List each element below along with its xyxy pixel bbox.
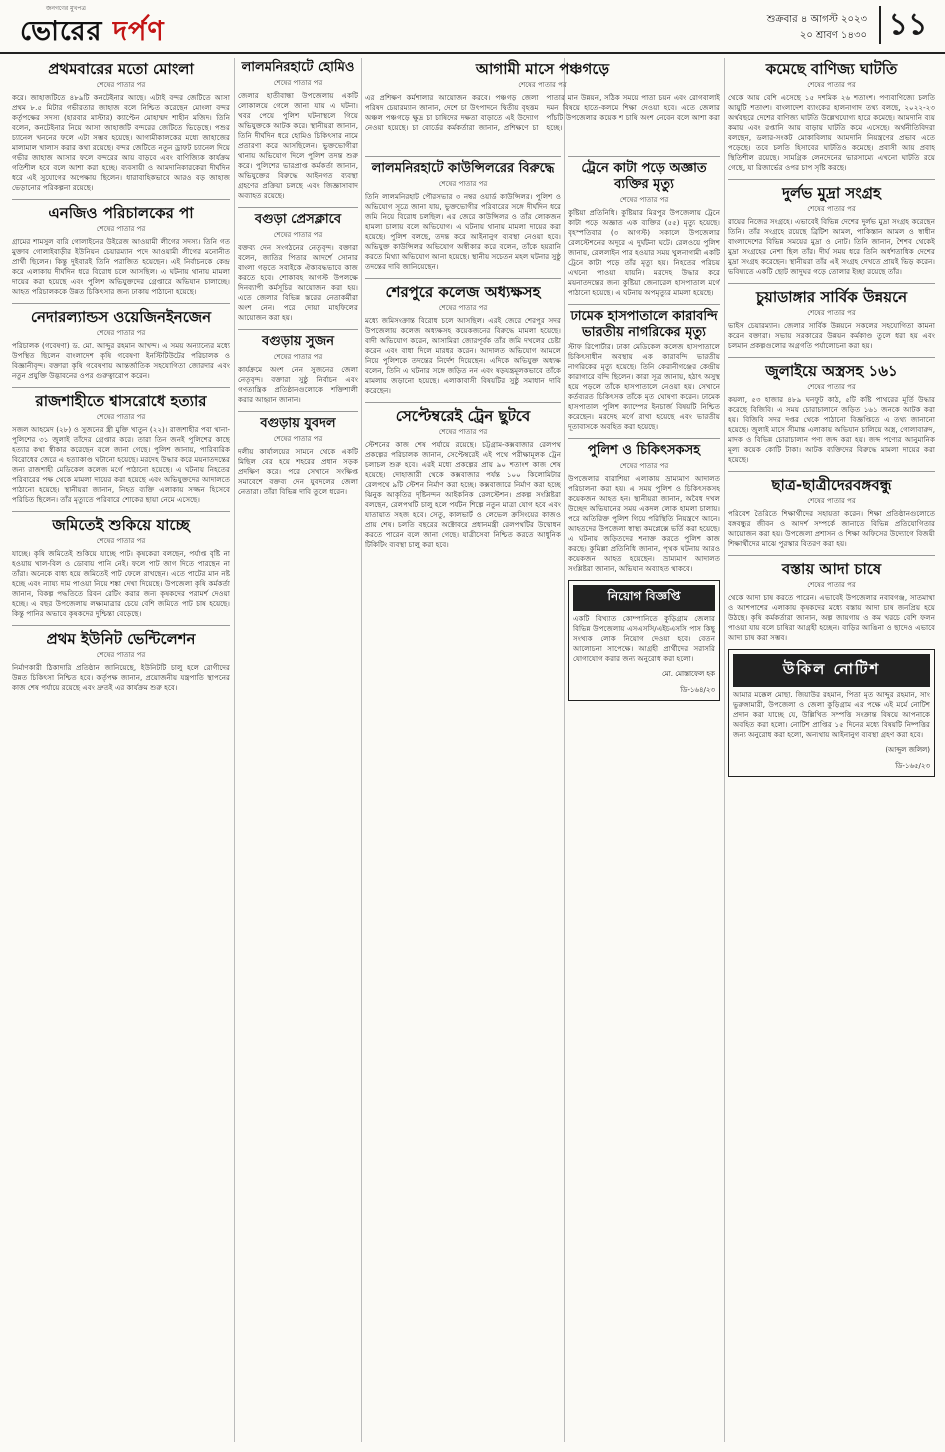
column-1 — [12, 58, 230, 1442]
continued-label: শেষের পাতার পর — [807, 383, 856, 391]
column-4 — [568, 152, 720, 1442]
headline[interactable]: আগামী মাসে পঞ্চগড়ে — [475, 60, 610, 78]
headline[interactable]: বগুড়ায় সুজন — [262, 334, 334, 349]
article-body: কুষ্টিয়া প্রতিনিধি। কুষ্টিয়ার মিরপুর উপজেলায় ট্রেনে কাটা পড়ে অজ্ঞাত এক ব্যক্তির (৫৫) মৃত্যু হয়েছে। বৃহস্পতিবার (৩ আগস্ট) সকালে উপজেলার রেলস্টেশনের অদূরে এ দুর্ঘটনা ঘটে। রেলওয়ে পুলিশ জানায়, রেললাইন পার হওয়ার সময় খুলনাগামী একটি ট্রেনে কাটা পড়ে তাঁর মৃত্যু হয়। নিহতের পরিচয় এখনো পাওয়া যায়নি। মরদেহ উদ্ধার করে ময়নাতদন্তের জন্য কুষ্টিয়া জেনারেল হাসপাতাল মর্গে পাঠানো হয়েছে। এ ঘটনায় অপমৃত্যুর মামলা হয়েছে। — [568, 208, 720, 297]
column-divider — [234, 58, 235, 1442]
continued-label: শেষের পাতার পর — [807, 81, 856, 89]
continued-label: শেষের পাতার পর — [273, 231, 323, 239]
continued-label: শেষের পাতার পর — [807, 205, 856, 213]
continued-label: শেষের পাতার পর — [807, 309, 856, 317]
divider — [12, 199, 230, 200]
article-ada — [728, 560, 935, 643]
headline[interactable]: বগুড়া প্রেসক্লাবে — [254, 212, 342, 227]
headline[interactable]: পুলিশ ও চিকিৎসকসহ — [587, 443, 701, 458]
article-body: করে। জাহাজটিতে ৪৮৯টি কনটেইনার আছে। এটাই বন্দর জেটিতে আসা প্রথম ৮.৫ মিটার গভীরতার জাহাজ বলে নিশ্চিত করেছেন মোংলা বন্দর কর্তৃপক্ষের সদস্য (হারবার মাস্টার) ক্যাপ্টেন মোহাম্মদ শাহীন মজিদ। তিনি বলেন, কনটেইনার নিয়ে আসা জাহাজটি বন্দরের জেটিতে ভিড়েছে। পশুর চ্যানেল খননের ফলে এটা সম্ভব হয়েছে। আগামীকালকের মধ্যে জাহাজের মালামাল খালাস করার কথা রয়েছে। বন্দর জেটিতে নতুন ড্রাফট চ্যানেল দিয়ে গভীর জাহাজ আসার ফলে বন্দরের আয় বাড়বে এবং বাণিজ্যিক কার্যক্রম গতিশীল হবে বলে আশা করা হচ্ছে। ব্যবসায়ী ও আমদানিকারকেরা দীর্ঘদিন ধরে এই সুযোগের অপেক্ষায় ছিলেন। ধারাবাহিকভাবে আরও বড় জাহাজ ভেড়ানোর পরিকল্পনা রয়েছে। — [12, 93, 230, 192]
divider — [728, 283, 935, 284]
divider — [12, 625, 230, 626]
article-mudra — [728, 184, 935, 277]
article-train-sept — [365, 407, 561, 550]
continued-label: শেষের পাতার পর — [96, 413, 146, 421]
continued-label: শেষের পাতার পর — [438, 304, 488, 312]
article-chuadanga — [728, 288, 935, 351]
continued-label: শেষের পাতার পর — [807, 497, 856, 505]
continued-label: শেষের পাতার পর — [619, 196, 669, 204]
article-mongla — [12, 60, 230, 193]
divider — [365, 156, 561, 157]
date-bangla: ২০ শ্রাবণ ১৪৩০ — [799, 30, 867, 41]
ad-ref: ডি-১৬৪/২৩ — [680, 686, 715, 694]
continued-label: শেষের পাতার পর — [96, 651, 146, 659]
article-body: স্টাফ রিপোর্টার। ঢাকা মেডিকেল কলেজ হাসপাতালে চিকিৎসাধীন অবস্থায় এক কারাবন্দি ভারতীয় নাগরিকের মৃত্যু হয়েছে। তিনি কেরানীগঞ্জের কেন্দ্রীয় কারাগারে বন্দি ছিলেন। কারা সূত্র জানায়, হঠাৎ অসুস্থ হয়ে পড়লে তাঁকে হাসপাতালে নেওয়া হয়। সেখানে কর্তব্যরত চিকিৎসক তাঁকে মৃত ঘোষণা করেন। ঢামেক হাসপাতাল পুলিশ ক্যাম্পের ইনচার্জ বিষয়টি নিশ্চিত করেছেন। মরদেহ মর্গে রাখা হয়েছে এবং ভারতীয় দূতাবাসকে অবহিত করা হয়েছে। — [568, 342, 720, 431]
ad-title: উকিল নোটিশ — [733, 654, 930, 687]
article-body: থেকে আদা চাষ করতে পারেন। এভাবেই উপজেলার নবাবগঞ্জ, সাতমাথা ও আশপাশের এলাকায় কৃষকদের মধ্যে বস্তায় আদা চাষ জনপ্রিয় হয়ে উঠছে। কৃষি কর্মকর্তারা জানান, অল্প জায়গায় ও কম খরচে বেশি ফলন পাওয়া যায় বলে চাষিরা আগ্রহী হচ্ছেন। বাড়ির আঙিনা ও ছাদেও এভাবে আদা চাষ করা সম্ভব। — [728, 593, 935, 642]
newspaper-logo — [20, 11, 165, 56]
article-ponchogor — [365, 58, 720, 148]
article-body: মধ্যে জমিসংক্রান্ত বিরোধ চলে আসছিল। এরই জেরে শেরপুর সদর উপজেলায় কলেজ অধ্যক্ষসহ কয়েকজনের বিরুদ্ধে মামলা হয়েছে। বাদী অভিযোগ করেন, আসামিরা জোরপূর্বক তাঁর জমি দখলের চেষ্টা করেন এবং বাধা দিলে মারধর করেন। আদালত অভিযোগ আমলে নিয়ে পুলিশকে তদন্তের নির্দেশ দিয়েছেন। এদিকে অভিযুক্ত অধ্যক্ষ বলেন, তিনি এ ঘটনার সঙ্গে জড়িত নন এবং ষড়যন্ত্রমূলকভাবে তাঁকে মামলায় জড়ানো হয়েছে। এলাকাবাসী বিষয়টির সুষ্ঠু সমাধান দাবি করেছেন। — [365, 316, 561, 395]
date-gregorian: শুক্রবার ৪ আগস্ট ২০২৩ — [766, 14, 867, 25]
headline[interactable]: প্রথমবারের মতো মোংলা — [48, 60, 194, 78]
divider — [728, 179, 935, 180]
column-5 — [728, 58, 935, 1442]
headline[interactable]: প্রথম ইউনিট ভেন্টিলেশন — [46, 630, 196, 648]
ad-recruitment[interactable] — [568, 580, 720, 701]
article-bogura-sujon — [238, 334, 358, 405]
headline[interactable]: সেপ্টেম্বরেই ট্রেন ছুটবে — [395, 407, 531, 425]
divider — [12, 511, 230, 512]
continued-label: শেষের পাতার পর — [96, 537, 146, 545]
headline[interactable]: ঢামেক হাসপাতালে কারাবন্দি ভারতীয় নাগরিকের মৃত্যু — [570, 309, 718, 340]
ad-body: একটি বিখ্যাত কোম্পানিতে কুড়িগ্রাম জেলার বিভিন্ন উপজেলায় এসএসসি/এইচএসসি পাস কিছু সংখ্যক লোক নিয়োগ দেওয়া হবে। বেতন আলোচনা সাপেক্ষে। আগ্রহী প্রার্থীদের সরাসরি যোগাযোগ করার জন্য অনুরোধ করা হলো। — [573, 614, 715, 663]
article-body: দলীয় কার্যালয়ের সামনে থেকে একটি মিছিল বের হয়ে শহরের প্রধান সড়ক প্রদক্ষিণ করে। পরে সেখানে সংক্ষিপ্ত সমাবেশে বক্তব্য দেন যুবদলের জেলা নেতারা। তাঁরা বিভিন্ন দাবি তুলে ধরেন। — [238, 447, 358, 496]
masthead-tagline: জনগণের মুখপত্র — [46, 5, 86, 12]
divider — [12, 303, 230, 304]
article-icu — [12, 630, 230, 693]
column-divider — [564, 58, 565, 1442]
headline[interactable]: কমেছে বাণিজ্য ঘাটতি — [765, 60, 898, 78]
article-train-death — [568, 161, 720, 298]
ad-signature: (আব্দুল জলিল) — [885, 746, 930, 754]
article-body: বক্তব্য দেন সংগঠনের নেতৃবৃন্দ। বক্তারা বলেন, জাতির পিতার আদর্শে সোনার বাংলা গড়তে সবাইকে ঐক্যবদ্ধভাবে কাজ করতে হবে। শোকাবহ আগস্ট উপলক্ষে দিনব্যাপী কর্মসূচির আয়োজন করা হয়। এতে জেলার বিভিন্ন স্তরের নেতাকর্মীরা অংশ নেন। পরে দোয়া মাহফিলের আয়োজন করা হয়। — [238, 243, 358, 322]
article-bogura-press — [238, 212, 358, 323]
headline[interactable]: লালমনিরহাটে কাউন্সিলরের বিরুদ্ধে — [371, 161, 555, 176]
article-body: সজল আহমেদ (২৮) ও সুজনের স্ত্রী মুক্তি খাতুন (২২)। রাজশাহীর পবা থানা-পুলিশের ৩১ জুলাই তাঁদের গ্রেপ্তার করে। তারা তিন জনই পুলিশের কাছে হত্যার কথা স্বীকার করেছেন বলে জানা গেছে। পুলিশ জানায়, পারিবারিক বিরোধের জেরে এ হত্যাকাণ্ড ঘটানো হয়েছে। মরদেহ উদ্ধার করে ময়নাতদন্তের জন্য রাজশাহী মেডিকেল কলেজ মর্গে পাঠানো হয়েছে। এ ঘটনায় নিহতের পরিবারের পক্ষ থেকে মামলা দায়ের করা হয়েছে এবং অভিযুক্তদের আদালতে পাঠানো হয়েছে। স্থানীয়রা জানান, নিহত ব্যক্তি এলাকায় সজ্জন হিসেবে পরিচিত ছিলেন। তাঁর মৃত্যুতে পরিবারে শোকের ছায়া নেমে এসেছে। — [12, 425, 230, 504]
headline[interactable]: শেরপুরে কলেজ অধ্যক্ষসহ — [385, 283, 541, 301]
headline[interactable]: জুলাইয়ে অস্ত্রসহ ১৬১ — [765, 362, 898, 380]
continued-label: শেষের পাতার পর — [273, 353, 323, 361]
headline[interactable]: নেদারল্যান্ডস ওয়েজিনইনজেন — [30, 308, 212, 326]
divider — [728, 471, 935, 472]
continued-label: শেষের পাতার পর — [96, 225, 146, 233]
divider — [568, 438, 720, 439]
divider — [568, 304, 720, 305]
column-3 — [365, 152, 561, 1442]
article-body: রায়ের নিজের সংগ্রহে। এভাবেই বিভিন্ন দেশের দুর্লভ মুদ্রা সংগ্রহ করেছেন তিনি। তাঁর সংগ্রহে রয়েছে ব্রিটিশ আমল, পাকিস্তান আমল ও স্বাধীন বাংলাদেশের বিভিন্ন সময়ের মুদ্রা ও নোট। তিনি জানান, শৈশব থেকেই মুদ্রা সংগ্রহের নেশা ছিল তাঁর। দীর্ঘ সময় ধরে তিনি অর্ধশতাধিক দেশের মুদ্রা সংগ্রহ করেছেন। স্থানীয়রা তাঁর এই সংগ্রহ দেখতে প্রায়ই ভিড় করেন। ভবিষ্যতে একটি ছোট জাদুঘর গড়ে তোলার ইচ্ছা রয়েছে তাঁর। — [728, 217, 935, 276]
divider — [238, 329, 358, 330]
masthead — [0, 0, 945, 54]
article-netherlands — [12, 308, 230, 381]
ad-body: আমার মক্কেল মোছা. জিয়াউর রহমান, পিতা মৃত আব্দুর রহমান, সাং ভুরুঙ্গামারী, উপজেলা ও জেলা কুড়িগ্রাম এর পক্ষে এই মর্মে নোটিশ প্রদান করা যাচ্ছে যে, উল্লিখিত সম্পত্তি সংক্রান্ত বিষয়ে আপনাকে অবহিত করা হলো। নোটিশ প্রাপ্তির ১৫ দিনের মধ্যে বিষয়টি নিষ্পত্তির জন্য অনুরোধ করা হলো, অন্যথায় আইনানুগ ব্যবস্থা গ্রহণ করা হবে। — [733, 690, 930, 739]
article-body: পরিচালক (গবেষণা) ড. মো. আব্দুর রহমান আখন্দ। এ সময় অন্যান্যের মধ্যে উপস্থিত ছিলেন বাংলাদেশ কৃষি গবেষণা ইনস্টিটিউটের পরিচালক ও বিজ্ঞানীবৃন্দ। বক্তারা কৃষি গবেষণায় আন্তর্জাতিক সহযোগিতা জোরদার এবং নতুন প্রযুক্তি উদ্ভাবনের ওপর গুরুত্বারোপ করেন। — [12, 341, 230, 380]
article-body: নির্মাণকারী ঠিকাদারি প্রতিষ্ঠান জানিয়েছে, ইউনিটটি চালু হলে রোগীদের উন্নত চিকিৎসা নিশ্চিত হবে। কর্তৃপক্ষ জানান, প্রয়োজনীয় যন্ত্রপাতি স্থাপনের কাজ শেষ পর্যায়ে রয়েছে এবং দ্রুতই এর কার্যক্রম শুরু হবে। — [12, 663, 230, 692]
headline[interactable]: ছাত্র-ছাত্রীদেরবঙ্গবন্ধু — [771, 476, 892, 494]
article-body: কয়লা, ৫৩ হাজার ৪৮৯ ঘনফুট কাঠ, ৫টি কষ্টি পাথরের মূর্তি উদ্ধার করেছে বিজিবি। এ সময় চোরাচালানে জড়িত ১৬১ জনকে আটক করা হয়। বিজিবি সদর দপ্তর থেকে পাঠানো বিজ্ঞপ্তিতে এ তথ্য জানানো হয়েছে। জুলাই মাসে সীমান্ত এলাকায় অভিযান চালিয়ে অস্ত্র, গোলাবারুদ, মাদক ও বিভিন্ন চোরাচালান পণ্য জব্দ করা হয়। জব্দ পণ্যের আনুমানিক মূল্য কয়েক কোটি টাকা। আটক ব্যক্তিদের বিরুদ্ধে মামলা দায়ের করা হয়েছে। — [728, 395, 935, 464]
article-lalmonir — [365, 161, 561, 272]
continued-label: শেষের পাতার পর — [96, 329, 146, 337]
article-body: পরিবেশ তৈরিতে শিক্ষার্থীদের সহায়তা করেন। শিক্ষা প্রতিষ্ঠানগুলোতে বঙ্গবন্ধুর জীবন ও আদর্শ সম্পর্কে জানাতে বিভিন্ন প্রতিযোগিতার আয়োজন করা হয়। উপজেলা প্রশাসন ও শিক্ষা অফিসের উদ্যোগে বিজয়ী শিক্ষার্থীদের মাঝে পুরস্কার বিতরণ করা হয়। — [728, 509, 935, 548]
article-police-chikitsa — [568, 443, 720, 574]
article-sherpur — [365, 283, 561, 396]
column-2 — [238, 58, 358, 1442]
article-jomi — [12, 516, 230, 619]
continued-label: শেষের পাতার পর — [96, 81, 146, 89]
divider — [12, 387, 230, 388]
article-body: যাচ্ছে। কৃষি জমিতেই শুকিয়ে যাচ্ছে পাট। কৃষকেরা বলছেন, পর্যাপ্ত বৃষ্টি না হওয়ায় খাল-বিল ও ডোবায় পানি নেই। ফলে পাট জাগ দিতে পারছেন না তাঁরা। অনেকে বাধ্য হয়ে জমিতেই পাট ফেলে রাখছেন। এতে পাটের মান নষ্ট হচ্ছে এবং ন্যায্য দাম পাওয়া নিয়ে শঙ্কা দেখা দিয়েছে। উপজেলা কৃষি কর্মকর্তা জানান, বিকল্প পদ্ধতিতে রিবন রেটিং করার জন্য কৃষকদের পরামর্শ দেওয়া হচ্ছে। এ বছর উপজেলায় লক্ষ্যমাত্রার চেয়ে বেশি জমিতে পাট চাষ হয়েছে। কিন্তু পানির অভাবে কৃষকদের দুশ্চিন্তা বেড়েছে। — [12, 549, 230, 618]
logo-word-1: ভোরের — [20, 16, 103, 47]
continued-label: শেষের পাতার পর — [438, 428, 488, 436]
article-homeo — [238, 60, 358, 201]
column-divider — [361, 58, 362, 1442]
headline[interactable]: বস্তায় আদা চাষে — [781, 560, 882, 578]
headline[interactable]: ট্রেনে কাটা পড়ে অজ্ঞাত ব্যক্তির মৃত্যু — [581, 161, 707, 192]
divider — [238, 411, 358, 412]
headline[interactable]: রাজশাহীতে শ্বাসরোধে হত্যার — [35, 392, 207, 410]
article-body: এর প্রশিক্ষণ কর্মশালার আয়োজন করবে। পঞ্চগড় জেলা পরিষদ চেয়ারম্যান জানান, দেশে চা উৎপাদনে দ্বিতীয় বৃহত্তম অঞ্চল পঞ্চগড়ে ক্ষুদ্র চা চাষিদের দক্ষতা বাড়াতে এই উদ্যোগ নেওয়া হয়েছে। চা বোর্ডের কর্মকর্তারা জানান, প্রশিক্ষণে চা পাতার মান উন্নয়ন, সঠিক সময়ে পাতা চয়ন এবং রোগবালাই দমন বিষয়ে হাতে-কলমে শিক্ষা দেওয়া হবে। এতে জেলার পাঁচটি উপজেলার কয়েক শ চাষি অংশ নেবেন বলে আশা করা হচ্ছে। — [365, 93, 720, 132]
article-ngo — [12, 204, 230, 297]
ad-contact: মো. মোস্তাফেল হক — [662, 670, 715, 678]
continued-label: শেষের পাতার পর — [619, 462, 669, 470]
article-body: থেকে আয় বেশি এসেছে ১৫ দশমিক ২৬ শতাংশ। পণ্যবাণিজ্যে চলতি আয়ুটি শতাংশ। বাংলাদেশ ব্যাংকের হালনাগাদ তথ্য বলছে, ২০২২-২৩ অর্থবছরে দেশের বাণিজ্য ঘাটতি উল্লেখযোগ্য হারে কমেছে। আমদানি ব্যয় কমায় এবং রপ্তানি আয় বাড়ায় ঘাটতি কমে এসেছে। অর্থনীতিবিদরা বলছেন, ডলার-সংকট মোকাবিলায় আমদানি নিয়ন্ত্রণের প্রভাব এতে পড়েছে। তবে চলতি হিসাবের ঘাটতিও কমেছে। প্রবাসী আয় প্রবাহ স্থিতিশীল রয়েছে। সামগ্রিক লেনদেনের ভারসাম্যে এখনো ঘাটতি রয়ে গেছে, যা রিজার্ভের ওপর চাপ সৃষ্টি করছে। — [728, 93, 935, 172]
divider — [365, 278, 561, 279]
divider — [728, 357, 935, 358]
headline[interactable]: জমিতেই শুকিয়ে যাচ্ছে — [52, 516, 190, 534]
column-divider — [724, 58, 725, 1442]
article-body: গ্রামের শামসুল বারি গোলাইনের উইরেজ আওয়ামী লীগের সদস্য। তিনি গত মুক্তাব গোলাইবাড়ীর ইউনিয়ন চেয়ারম্যান পদে আওয়ামী লীগের মনোনীত প্রার্থী ছিলেন। কিন্তু দুইবারই তিনি পরাজিত হয়েছেন। এই নির্বাচনকে কেন্দ্র করে এলাকায় দীর্ঘদিন ধরে বিরোধ চলে আসছিল। এ ঘটনায় থানায় মামলা দায়ের করা হয়েছে এবং পুলিশ অভিযুক্তদের গ্রেপ্তারে অভিযান চালাচ্ছে। আহত পরিচালককে উন্নত চিকিৎসার জন্য ঢাকায় পাঠানো হয়েছে। — [12, 237, 230, 296]
page-number: ১১ — [879, 6, 935, 44]
continued-label: শেষের পাতার পর — [518, 81, 567, 89]
ad-legal-notice[interactable] — [728, 649, 935, 777]
headline[interactable]: এনজিও পরিচালকের পা — [48, 204, 194, 222]
divider — [728, 555, 935, 556]
article-body: ভাইস চেয়ারম্যান। জেলার সার্বিক উন্নয়নে সকলের সহযোগিতা কামনা করেন বক্তারা। সভায় সরকারের উন্নয়ন কর্মকাণ্ড তুলে ধরা হয় এবং চলমান প্রকল্পগুলোর অগ্রগতি পর্যালোচনা করা হয়। — [728, 321, 935, 350]
continued-label: শেষের পাতার পর — [273, 435, 323, 443]
article-banijjo — [728, 60, 935, 173]
continued-label: শেষের পাতার পর — [273, 79, 323, 87]
article-body: উপজেলার বারাশিয়া এলাকায় ভ্রাম্যমাণ আদালত পরিচালনা করা হয়। এ সময় পুলিশ ও চিকিৎসকসহ কয়েকজন আহত হন। স্থানীয়রা জানান, অবৈধ দখল উচ্ছেদ অভিযানের সময় একদল লোক হামলা চালায়। পরে অতিরিক্ত পুলিশ গিয়ে পরিস্থিতি নিয়ন্ত্রণে আনে। আহতদের উপজেলা স্বাস্থ্য কমপ্লেক্সে ভর্তি করা হয়েছে। এ ঘটনায় জড়িতদের শনাক্ত করতে পুলিশ কাজ করছে। কুমিল্লা প্রতিনিধি জানান, পৃথক ঘটনায় আরও কয়েকজন আহত হয়েছেন। ভ্রাম্যমাণ আদালত সংশ্লিষ্টরা জানান, অভিযান অব্যাহত থাকবে। — [568, 474, 720, 573]
divider — [568, 156, 720, 157]
headline[interactable]: বগুড়ায় যুবদল — [260, 416, 336, 431]
article-rajshahi — [12, 392, 230, 505]
ad-ref: ডি-১৬৫/২৩ — [895, 762, 930, 770]
article-chhatro — [728, 476, 935, 549]
divider — [365, 402, 561, 403]
article-body: তিনি লালমনিরহাট পৌরসভার ৩ নম্বর ওয়ার্ড কাউন্সিলর। পুলিশ ও অভিযোগ সূত্রে জানা যায়, ভুক্তভোগীর পরিবারের সঙ্গে দীর্ঘদিন ধরে জমি নিয়ে বিরোধ চলছিল। এর জেরে কাউন্সিলর ও তাঁর লোকজন হামলা চালায় বলে অভিযোগ। এ ঘটনায় থানায় মামলা দায়ের করা হয়েছে। পুলিশ বলছে, তদন্ত করে আইনানুগ ব্যবস্থা নেওয়া হবে। অভিযুক্ত কাউন্সিলর অভিযোগ অস্বীকার করে বলেন, তাঁকে হয়রানি করতে মিথ্যা অভিযোগ আনা হয়েছে। স্থানীয় সচেতন মহল ঘটনার সুষ্ঠু তদন্তের দাবি জানিয়েছেন। — [365, 192, 561, 271]
ad-title: নিয়োগ বিজ্ঞপ্তি — [573, 585, 715, 611]
article-july — [728, 362, 935, 465]
article-body: জেলার হাতীবান্ধা উপজেলায় একটি লোকালয়ে গেলে জানা যায় এ ঘটনা। খবর পেয়ে পুলিশ ঘটনাস্থলে গিয়ে অভিযুক্তকে আটক করে। স্থানীয়রা জানান, তিনি দীর্ঘদিন ধরে হোমিও চিকিৎসার নামে প্রতারণা করে আসছিলেন। ভুক্তভোগীরা থানায় অভিযোগ দিলে পুলিশ তদন্ত শুরু করে। পুলিশের ভারপ্রাপ্ত কর্মকর্তা জানান, অভিযুক্তের বিরুদ্ধে আইনগত ব্যবস্থা গ্রহণের প্রক্রিয়া চলছে এবং জিজ্ঞাসাবাদ অব্যাহত রয়েছে। — [238, 91, 358, 200]
headline[interactable]: লালমনিরহাটে হোমিও — [241, 60, 355, 75]
headline[interactable]: দুর্লভ মুদ্রা সংগ্রহ — [782, 184, 881, 202]
logo-word-2: দর্পণ — [112, 16, 165, 47]
article-body: স্টেশনের কাজ শেষ পর্যায়ে রয়েছে। চট্টগ্রাম-কক্সবাজার রেলপথ প্রকল্পের পরিচালক জানান, সেপ্টেম্বরেই এই পথে পরীক্ষামূলক ট্রেন চলাচল শুরু হবে। এরই মধ্যে প্রকল্পের প্রায় ৯০ শতাংশ কাজ শেষ হয়েছে। দোহাজারী থেকে কক্সবাজার পর্যন্ত ১০০ কিলোমিটার রেলপথে ৯টি স্টেশন নির্মাণ করা হচ্ছে। কক্সবাজারে নির্মাণ করা হচ্ছে ঝিনুক আকৃতির দৃষ্টিনন্দন আইকনিক রেলস্টেশন। প্রকল্প সংশ্লিষ্টরা বলছেন, রেলপথটি চালু হলে পর্যটন শিল্পে নতুন মাত্রা যোগ হবে এবং যাতায়াত সহজ হবে। সেতু, কালভার্ট ও লেভেল ক্রসিংয়ের কাজও প্রায় শেষ। চলতি বছরের অক্টোবরে প্রধানমন্ত্রী রেলপথটির উদ্বোধন করতে পারেন বলে জানা গেছে। যাত্রীসেবা নিশ্চিত করতে আধুনিক টিকিটিং ব্যবস্থা চালু করা হবে। — [365, 440, 561, 549]
article-bogura-jubo — [238, 416, 358, 497]
divider — [238, 207, 358, 208]
continued-label: শেষের পাতার পর — [807, 581, 856, 589]
article-body: কার্যক্রমে অংশ নেন সুজনের জেলা নেতৃবৃন্দ। বক্তারা সুষ্ঠু নির্বাচন এবং গণতান্ত্রিক প্রতিষ্ঠানগুলোকে শক্তিশালী করার আহ্বান জানান। — [238, 365, 358, 404]
article-dhamek — [568, 309, 720, 432]
continued-label: শেষের পাতার পর — [438, 180, 488, 188]
headline[interactable]: চুয়াডাঙ্গার সার্বিক উন্নয়নে — [755, 288, 908, 306]
